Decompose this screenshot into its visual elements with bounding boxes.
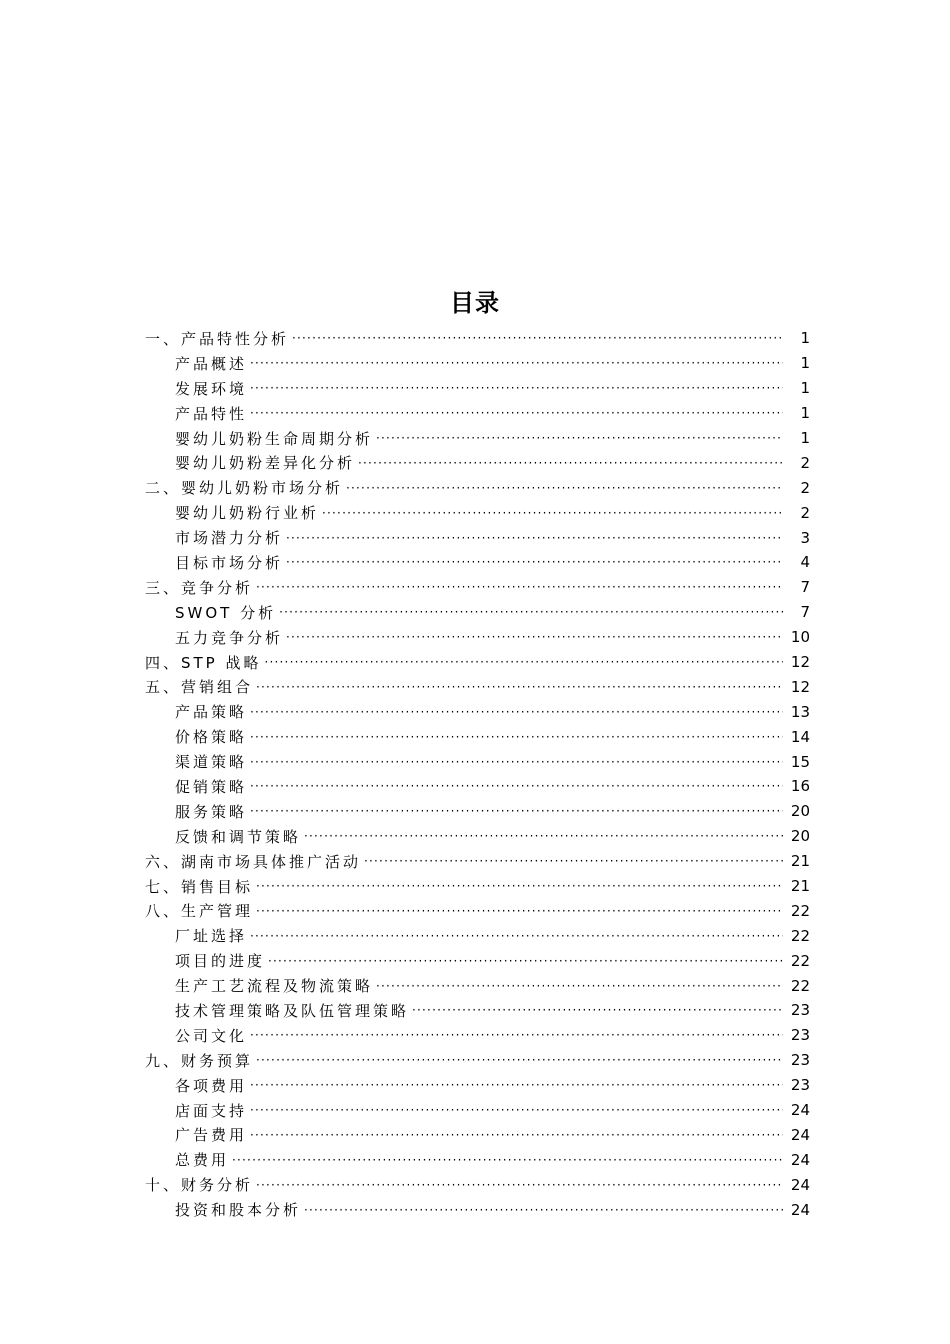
toc-subsection-entry[interactable] [145, 376, 810, 401]
toc-page-number: 22 [790, 926, 810, 945]
toc-dot-leader [364, 855, 783, 867]
toc-section-entry[interactable] [145, 898, 810, 923]
toc-entry-label: 产品概述 [175, 354, 248, 373]
toc-subsection-entry[interactable] [145, 799, 810, 824]
toc-page-number: 24 [790, 1125, 810, 1144]
toc-dot-leader [250, 1079, 783, 1091]
toc-page-number: 10 [790, 628, 810, 647]
toc-dot-leader [256, 1179, 783, 1191]
toc-dot-leader [250, 1029, 783, 1041]
toc-dot-leader [286, 631, 783, 643]
toc-page-number: 22 [790, 976, 810, 995]
toc-entry-label: SWOT 分析 [175, 603, 277, 622]
toc-subsection-entry[interactable] [145, 774, 810, 799]
table-of-contents [145, 326, 810, 1222]
toc-entry-label: 五、营销组合 [145, 678, 254, 697]
toc-page-number: 16 [790, 777, 810, 796]
page-title: 目录 [450, 289, 500, 317]
toc-entry-label: 九、财务预算 [145, 1051, 254, 1070]
toc-entry-label: 厂址选择 [175, 927, 248, 946]
toc-subsection-entry[interactable] [145, 550, 810, 575]
toc-entry-label: 促销策略 [175, 777, 248, 796]
toc-subsection-entry[interactable] [145, 998, 810, 1023]
toc-dot-leader [358, 457, 783, 469]
toc-subsection-entry[interactable] [145, 1197, 810, 1222]
toc-entry-label: 市场潜力分析 [175, 529, 284, 548]
toc-page-number: 7 [800, 603, 810, 622]
toc-entry-label: 婴幼儿奶粉生命周期分析 [175, 429, 374, 448]
toc-page-number: 23 [790, 1051, 810, 1070]
toc-dot-leader [256, 905, 783, 917]
toc-entry-label: 二、婴幼儿奶粉市场分析 [145, 479, 344, 498]
toc-page-number: 23 [790, 1001, 810, 1020]
toc-dot-leader [265, 656, 784, 668]
toc-subsection-entry[interactable] [145, 1098, 810, 1123]
toc-section-entry[interactable] [145, 1048, 810, 1073]
toc-entry-label: 四、STP 战略 [145, 653, 262, 672]
toc-dot-leader [322, 507, 783, 519]
toc-page-number: 1 [800, 429, 810, 447]
toc-entry-label: 婴幼儿奶粉差异化分析 [175, 454, 356, 473]
toc-section-entry[interactable] [145, 849, 810, 874]
toc-dot-leader [232, 1154, 783, 1166]
toc-page-number: 12 [790, 677, 810, 696]
toc-subsection-entry[interactable] [145, 525, 810, 550]
toc-section-entry[interactable] [145, 475, 810, 500]
toc-subsection-entry[interactable] [145, 1073, 810, 1098]
toc-entry-label: 一、产品特性分析 [145, 329, 290, 348]
toc-subsection-entry[interactable] [145, 948, 810, 973]
toc-page-number: 3 [800, 528, 810, 547]
toc-page-number: 14 [790, 727, 810, 746]
toc-entry-label: 广告费用 [175, 1126, 248, 1145]
toc-dot-leader [250, 756, 783, 768]
toc-dot-leader [250, 731, 783, 743]
toc-subsection-entry[interactable] [145, 923, 810, 948]
toc-page-number: 24 [790, 1200, 810, 1219]
toc-entry-label: 项目的进度 [175, 952, 266, 971]
toc-page-number: 23 [790, 1026, 810, 1045]
toc-page-number: 7 [800, 578, 810, 597]
toc-entry-label: 反馈和调节策略 [175, 827, 302, 846]
toc-entry-label: 十、财务分析 [145, 1176, 254, 1195]
toc-subsection-entry[interactable] [145, 426, 810, 451]
toc-section-entry[interactable] [145, 874, 810, 899]
toc-entry-label: 服务策略 [175, 802, 248, 821]
toc-subsection-entry[interactable] [145, 600, 810, 625]
toc-dot-leader [286, 532, 783, 544]
toc-entry-label: 投资和股本分析 [175, 1201, 302, 1220]
toc-dot-leader [250, 1104, 783, 1116]
toc-entry-label: 公司文化 [175, 1026, 248, 1045]
toc-page-number: 2 [800, 503, 810, 522]
toc-entry-label: 七、销售目标 [145, 877, 254, 896]
toc-subsection-entry[interactable] [145, 724, 810, 749]
toc-dot-leader [256, 880, 783, 892]
toc-dot-leader [279, 606, 783, 618]
toc-dot-leader [250, 1129, 783, 1141]
toc-dot-leader [268, 955, 783, 967]
toc-entry-label: 店面支持 [175, 1101, 248, 1120]
toc-subsection-entry[interactable] [145, 625, 810, 650]
toc-dot-leader [250, 407, 783, 419]
toc-dot-leader [250, 382, 783, 394]
toc-page-number: 20 [790, 802, 810, 821]
toc-entry-label: 产品特性 [175, 404, 248, 423]
toc-subsection-entry[interactable] [145, 1023, 810, 1048]
toc-dot-leader [250, 357, 783, 369]
toc-dot-leader [304, 1204, 783, 1216]
toc-page-number: 12 [790, 653, 810, 672]
toc-entry-label: 总费用 [175, 1151, 230, 1170]
toc-entry-label: 发展环境 [175, 379, 248, 398]
toc-dot-leader [250, 805, 783, 817]
toc-dot-leader [412, 1004, 783, 1016]
toc-page-number: 2 [800, 478, 810, 497]
toc-page-number: 23 [790, 1076, 810, 1095]
toc-dot-leader [376, 980, 783, 992]
toc-entry-label: 八、生产管理 [145, 902, 254, 921]
toc-subsection-entry[interactable] [145, 450, 810, 475]
toc-page-number: 24 [790, 1101, 810, 1120]
toc-subsection-entry[interactable] [145, 351, 810, 376]
toc-page-number: 1 [800, 329, 810, 348]
toc-entry-label: 三、竞争分析 [145, 578, 254, 597]
toc-entry-label: 婴幼儿奶粉行业析 [175, 504, 320, 523]
toc-subsection-entry[interactable] [145, 749, 810, 774]
toc-page-number: 20 [790, 827, 810, 846]
toc-dot-leader [304, 830, 783, 842]
toc-dot-leader [376, 432, 783, 444]
toc-subsection-entry[interactable] [145, 824, 810, 849]
toc-section-entry[interactable] [145, 326, 810, 351]
toc-entry-label: 各项费用 [175, 1076, 248, 1095]
toc-page-number: 1 [800, 404, 810, 423]
toc-section-entry[interactable] [145, 575, 810, 600]
toc-subsection-entry[interactable] [145, 500, 810, 525]
toc-entry-label: 价格策略 [175, 728, 248, 747]
toc-page-number: 24 [790, 1150, 810, 1169]
toc-page-number: 1 [800, 354, 810, 373]
toc-entry-label: 产品策略 [175, 703, 248, 722]
toc-page-number: 2 [800, 453, 810, 472]
toc-page-number: 1 [800, 379, 810, 398]
toc-subsection-entry[interactable] [145, 973, 810, 998]
toc-entry-label: 技术管理策略及队伍管理策略 [175, 1001, 410, 1020]
toc-subsection-entry[interactable] [145, 1147, 810, 1172]
toc-page-number: 21 [790, 877, 810, 896]
toc-section-entry[interactable] [145, 650, 810, 675]
toc-subsection-entry[interactable] [145, 1123, 810, 1148]
toc-page-number: 24 [790, 1175, 810, 1194]
toc-page-number: 22 [790, 901, 810, 920]
toc-dot-leader [256, 681, 783, 693]
toc-dot-leader [256, 1054, 783, 1066]
toc-dot-leader [250, 930, 783, 942]
toc-page-number: 22 [790, 951, 810, 970]
toc-entry-label: 目标市场分析 [175, 553, 284, 572]
toc-dot-leader [286, 556, 783, 568]
toc-entry-label: 六、湖南市场具体推广活动 [145, 852, 362, 871]
toc-entry-label: 渠道策略 [175, 753, 248, 772]
toc-dot-leader [250, 706, 783, 718]
toc-dot-leader [292, 332, 783, 344]
toc-subsection-entry[interactable] [145, 699, 810, 724]
toc-section-entry[interactable] [145, 1172, 810, 1197]
toc-page-number: 15 [790, 752, 810, 771]
toc-entry-label: 五力竞争分析 [175, 628, 284, 647]
toc-subsection-entry[interactable] [145, 401, 810, 426]
toc-dot-leader [346, 482, 783, 494]
toc-entry-label: 生产工艺流程及物流策略 [175, 977, 374, 996]
toc-dot-leader [250, 780, 783, 792]
toc-page-number: 21 [790, 852, 810, 871]
toc-page-number: 13 [790, 702, 810, 721]
toc-dot-leader [256, 581, 783, 593]
toc-page-number: 4 [800, 553, 810, 572]
toc-section-entry[interactable] [145, 674, 810, 699]
